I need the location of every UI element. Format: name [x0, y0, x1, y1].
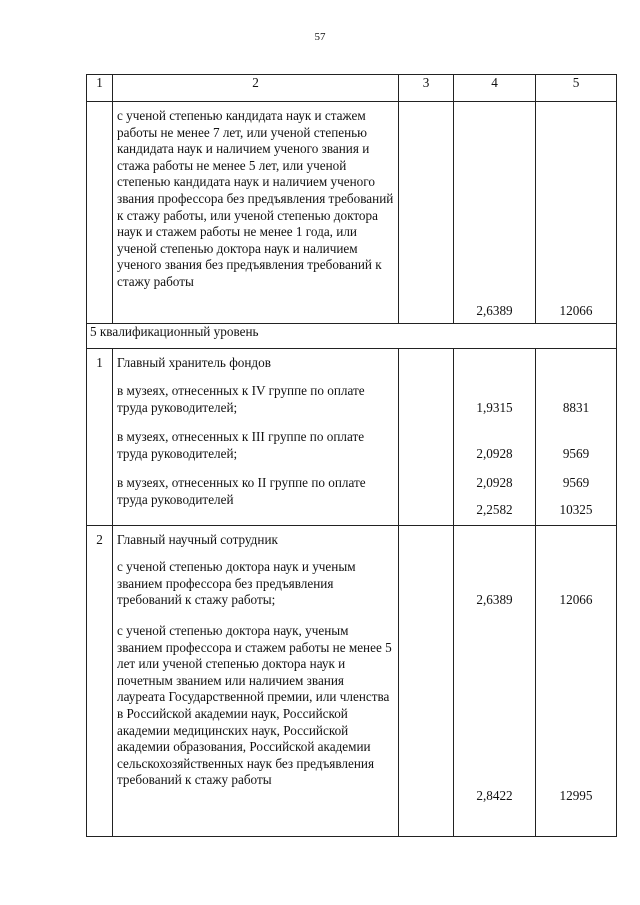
coefficient-value: 2,8422 [476, 788, 513, 803]
table-row [87, 349, 617, 526]
coefficient-value: 2,6389 [476, 592, 513, 607]
salary-value: 10325 [559, 502, 593, 517]
column-header: 2 [113, 75, 399, 102]
salary-value: 12066 [559, 303, 593, 318]
coefficient-value: 2,0928 [476, 446, 513, 461]
position-condition: с ученой степенью доктора наук и ученым званием профессора без предъявления требований к стажу работы; [117, 559, 356, 608]
position-condition: в музеях, отнесенных к IV группе по оплате труда руководителей; [117, 383, 365, 415]
row-number: 1 [96, 355, 103, 370]
salary-value: 8831 [562, 400, 590, 415]
column-header: 5 [536, 75, 617, 102]
salary-table [86, 74, 617, 837]
qualification-level-label: 5 квалификационный уровень [90, 324, 259, 339]
position-condition: в музеях, отнесенных ко II группе по оплате труда руководителей [117, 475, 366, 507]
position-title: Главный научный сотрудник [117, 532, 278, 547]
salary-value: 9569 [562, 446, 590, 461]
salary-value: 9569 [562, 475, 590, 490]
qualification-text: с ученой степенью кандидата наук и стажем работы не менее 7 лет, или ученой степенью кандидата наук и наличием ученого звания и стажа работы не менее 5 лет, или ученой степенью кандидата наук и наличием ученого звания профессора без предъявления требований к стажу работы, или ученой степенью доктора наук и стажем работы не менее 1 года, или ученой степенью доктора наук и наличием ученого звания без предъявления требований к стажу работы [117, 108, 394, 289]
table-row [87, 102, 617, 324]
position-condition: с ученой степенью доктора наук, ученым званием профессора и стажем работы не менее 5 лет или ученой степенью доктора наук и почетным званием или наличием звания лауреата Государственной премии, или членства в Российской академии наук, Российской академии медицинских наук, Российской академии образования, Российской академии сельскохозяйственных наук без предъявления требований к стажу работы [117, 623, 392, 788]
coefficient-value: 2,6389 [476, 303, 513, 318]
level-row [87, 324, 617, 349]
page-number: 57 [314, 31, 326, 43]
header-row [87, 75, 617, 102]
coefficient-value: 2,2582 [476, 502, 513, 517]
column-header: 1 [87, 75, 113, 102]
row-number: 2 [96, 532, 103, 547]
column-header: 4 [454, 75, 536, 102]
salary-value: 12995 [559, 788, 593, 803]
column-header: 3 [399, 75, 454, 102]
salary-value: 12066 [559, 592, 593, 607]
coefficient-value: 2,0928 [476, 475, 513, 490]
position-condition: в музеях, отнесенных к III группе по оплате труда руководителей; [117, 429, 365, 461]
position-title: Главный хранитель фондов [117, 355, 271, 370]
coefficient-value: 1,9315 [476, 400, 513, 415]
table-row [87, 526, 617, 837]
